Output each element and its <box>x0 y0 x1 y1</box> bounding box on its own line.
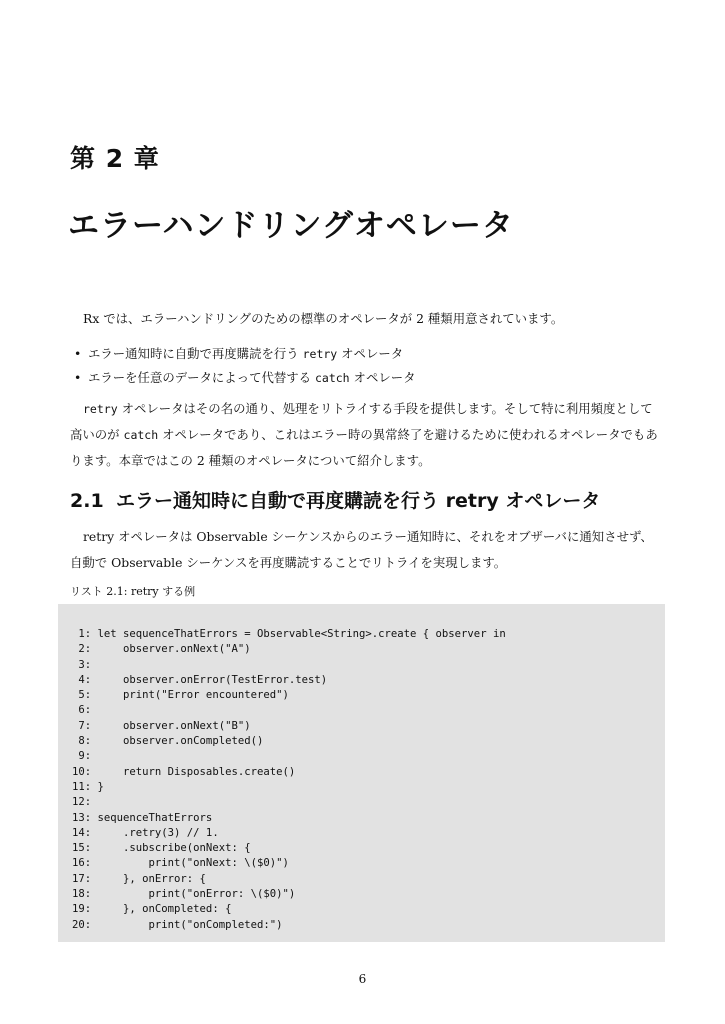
code-listing <box>72 627 506 933</box>
code-line: 6: <box>72 704 92 717</box>
list-item-suffix: オペレータ <box>337 346 404 361</box>
overview-paragraph <box>70 396 660 474</box>
section-number: 2.1 <box>70 490 104 512</box>
paragraph-text: オペレータであり、これはエラー時の異常終了を避けるために使われるオペレータでもあります。本章ではこの 2 種類のオペレータについて紹介します。 <box>70 427 658 468</box>
code-line: 14: .retry(3) // 1. <box>72 826 219 839</box>
list-item-code: catch <box>314 371 350 385</box>
section-heading <box>70 486 600 513</box>
code-line: 16: print("onNext: \($0)") <box>72 857 289 870</box>
inline-code: retry <box>83 402 118 416</box>
retry-description-paragraph: retry オペレータは Observable シーケンスからのエラー通知時に、それをオブザーバに通知させず、自動で Observable シーケンスを再度購読することでリトライを実現します。 <box>70 529 653 570</box>
code-line: 3: <box>72 658 92 671</box>
code-line: 1: let sequenceThatErrors = Observable<String>.create { observer in <box>72 628 506 640</box>
chapter-title: エラーハンドリングオペレータ <box>68 208 514 244</box>
code-line: 12: <box>72 796 92 809</box>
code-line: 4: observer.onError(TestError.test) <box>72 673 328 686</box>
code-line: 17: }, onError: { <box>72 872 206 885</box>
list-item-code: retry <box>302 347 338 361</box>
operator-list <box>74 342 416 390</box>
code-line: 19: }, onCompleted: { <box>72 903 232 916</box>
list-item <box>74 342 416 366</box>
intro-paragraph: Rx では、エラーハンドリングのための標準のオペレータが 2 種類用意されています。 <box>83 311 564 326</box>
list-item <box>74 366 416 390</box>
code-line: 5: print("Error encountered") <box>72 689 289 702</box>
code-line: 8: observer.onCompleted() <box>72 735 264 748</box>
code-line: 2: observer.onNext("A") <box>72 643 251 656</box>
code-line: 7: observer.onNext("B") <box>72 719 251 732</box>
page-number: 6 <box>358 972 367 986</box>
code-line: 11: } <box>72 780 104 793</box>
code-line: 20: print("onCompleted:") <box>72 918 283 931</box>
listing-caption: リスト 2.1: retry する例 <box>70 585 196 598</box>
code-line: 13: sequenceThatErrors <box>72 811 213 824</box>
code-line: 15: .subscribe(onNext: { <box>72 842 251 855</box>
paragraph-text: オペレータはその名の通り、処理をリトライする手段を提供します。そして特に利用頻度として高いのが <box>70 401 653 442</box>
list-item-text: エラーを任意のデータによって代替する <box>88 370 315 385</box>
inline-code: catch <box>123 428 159 442</box>
list-item-text: エラー通知時に自動で再度購読を行う <box>88 346 303 361</box>
chapter-label: 第 2 章 <box>70 144 160 173</box>
list-item-suffix: オペレータ <box>349 370 416 385</box>
section-title: エラー通知時に自動で再度購読を行う retry オペレータ <box>116 490 601 512</box>
code-line: 18: print("onError: \($0)") <box>72 888 296 901</box>
code-line: 10: return Disposables.create() <box>72 765 296 778</box>
code-line: 9: <box>72 750 92 763</box>
